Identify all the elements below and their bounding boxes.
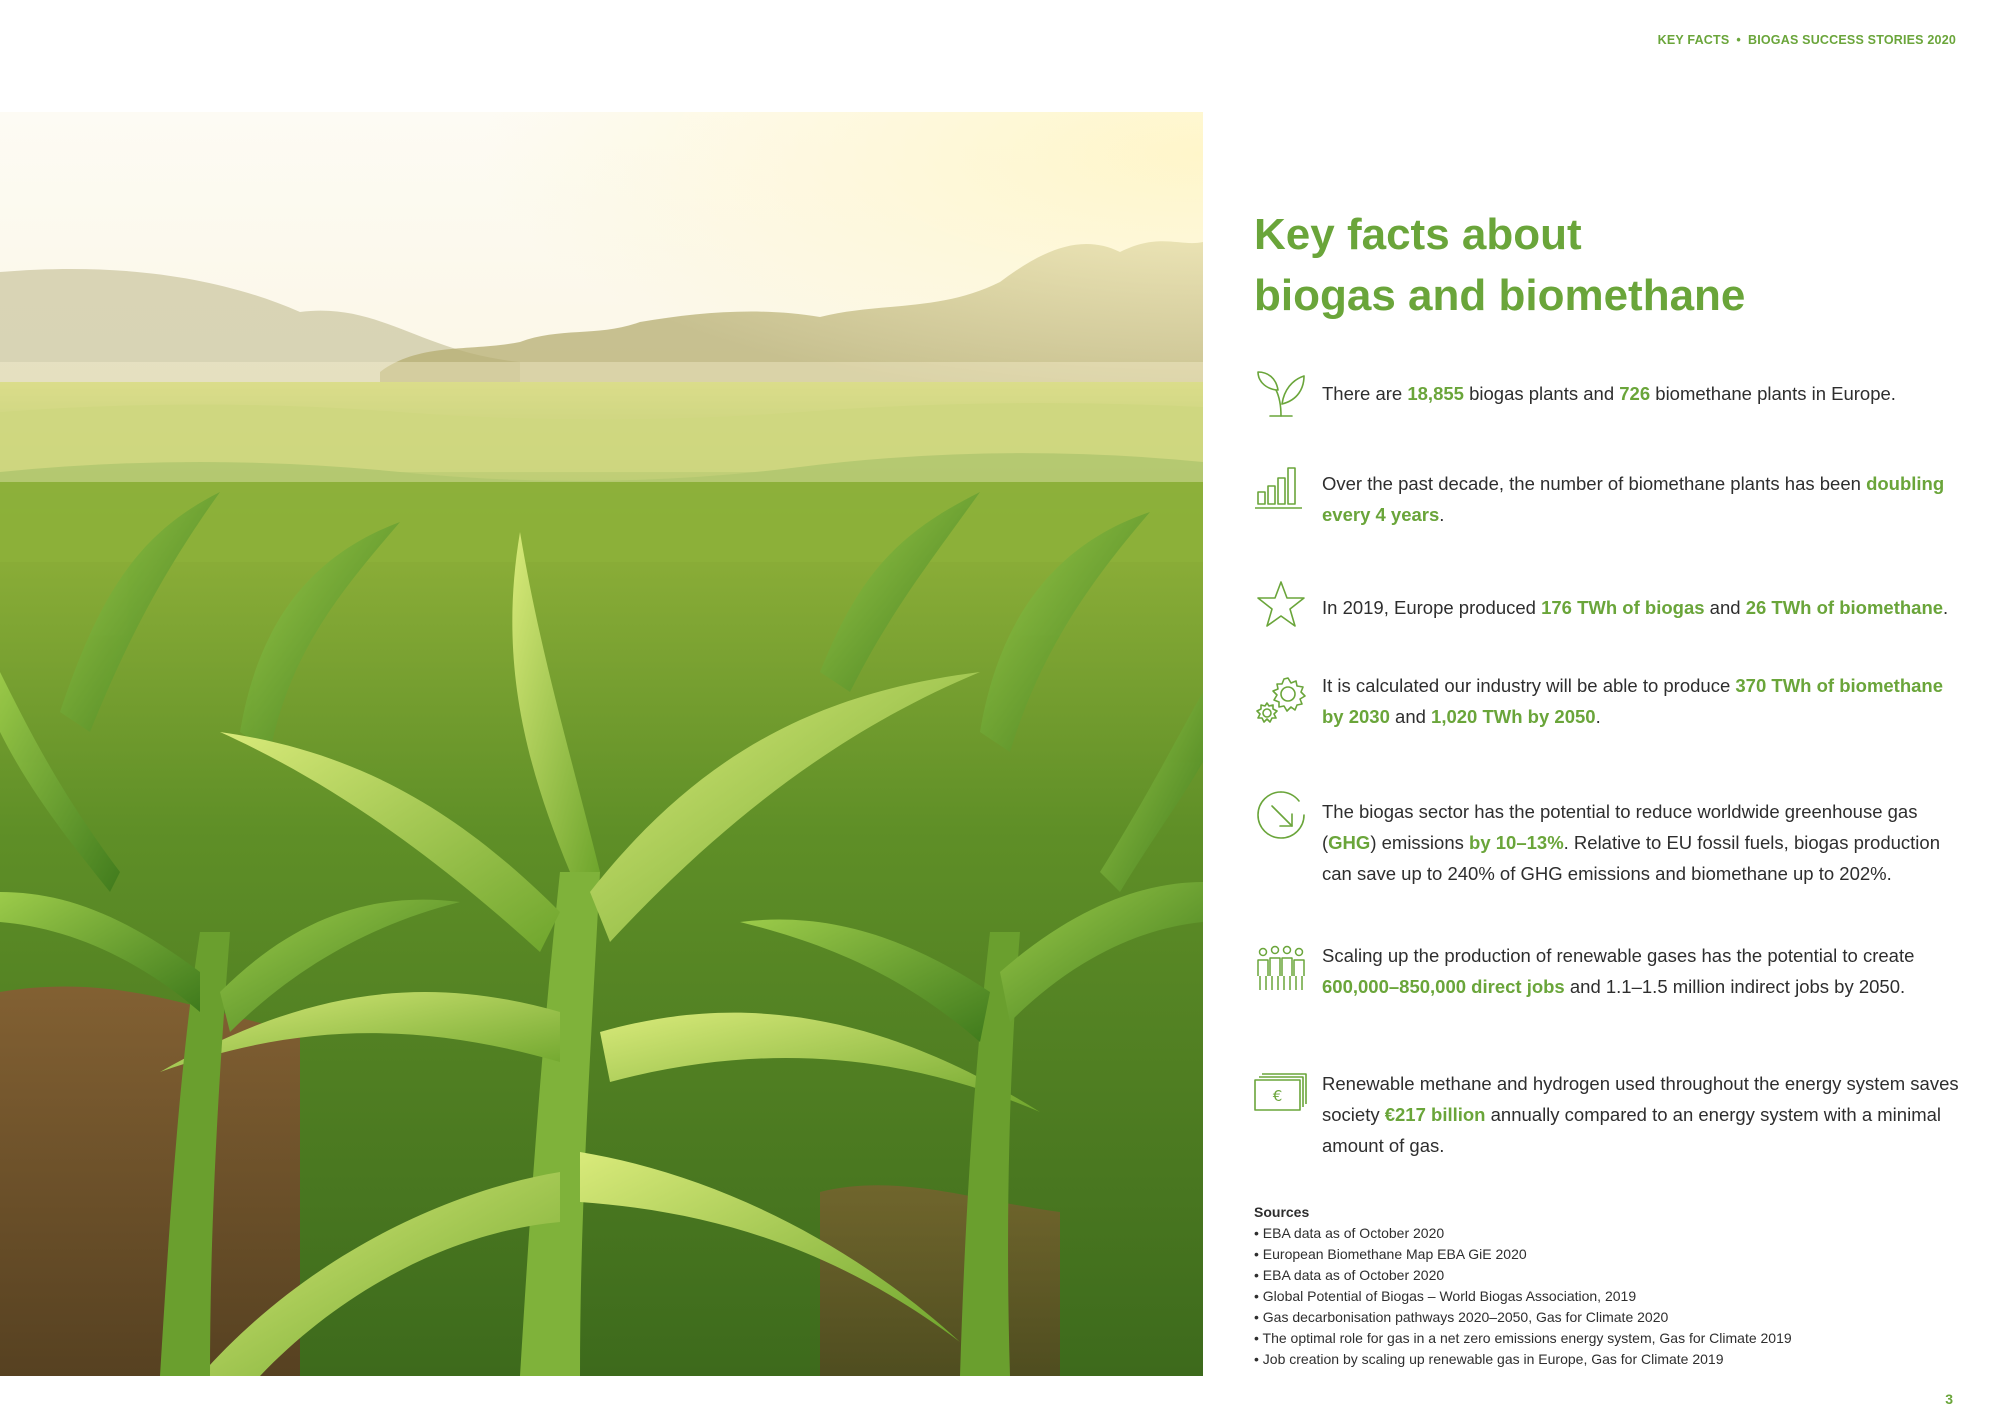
- fact-text: [1322, 796, 1962, 889]
- source-item: • European Biomethane Map EBA GiE 2020: [1254, 1244, 1954, 1265]
- page-title-line-1: Key facts about: [1254, 210, 1582, 259]
- sources-block: [1254, 1202, 1954, 1370]
- fact-highlight: 1,020 TWh by 2050: [1431, 706, 1596, 727]
- fact-highlight: 600,000–850,000 direct jobs: [1322, 976, 1565, 997]
- fact-text-part: There are: [1322, 383, 1408, 404]
- fact-highlight: 370 TWh of biomethane by 2030: [1322, 675, 1944, 727]
- fact-highlight: €217 billion: [1384, 1104, 1486, 1125]
- corn-field-photo: [0, 112, 1203, 1376]
- source-item: • The optimal role for gas in a net zero emissions energy system, Gas for Climate 2019: [1254, 1328, 1954, 1349]
- gears-icon: [1254, 674, 1308, 728]
- fact-text-part: .: [1595, 706, 1601, 727]
- fact-highlight: 176 TWh of biogas: [1541, 597, 1705, 618]
- fact-text-part: biomethane plants in Europe.: [1650, 383, 1896, 404]
- fact-text-part: . Relative to EU fossil fuels, biogas production can save up to 240% of GHG emissions and biomethane up to 202%.: [1322, 832, 1940, 884]
- source-item: • Global Potential of Biogas – World Biogas Association, 2019: [1254, 1286, 1954, 1307]
- fact-text: [1322, 670, 1962, 732]
- fact-text-part: The biogas sector has the potential to reduce worldwide greenhouse gas (: [1322, 801, 1918, 853]
- fact-highlight: GHG: [1328, 832, 1371, 853]
- source-item: • EBA data as of October 2020: [1254, 1223, 1954, 1244]
- fact-text-part: Scaling up the production of renewable gases has the potential to create: [1322, 945, 1915, 966]
- sources-heading: Sources: [1254, 1204, 1310, 1220]
- fact-text-part: annually compared to an energy system with a minimal amount of gas.: [1322, 1104, 1942, 1156]
- corn-field-illustration: [0, 112, 1203, 1376]
- reduction-arrow-icon: [1254, 788, 1308, 842]
- fact-text: [1322, 592, 1962, 623]
- people-icon: [1254, 942, 1308, 996]
- running-header: [1658, 33, 1956, 47]
- sources-list: [1254, 1223, 1954, 1370]
- fact-text-part: and: [1704, 597, 1746, 618]
- fact-text-part: .: [1943, 597, 1949, 618]
- source-item: • EBA data as of October 2020: [1254, 1265, 1954, 1286]
- star-icon: [1254, 578, 1308, 632]
- fact-text-part: biogas plants and: [1463, 383, 1620, 404]
- fact-text-part: In 2019, Europe produced: [1322, 597, 1542, 618]
- fact-highlight: doubling every 4 years: [1322, 473, 1945, 525]
- fact-text-part: and: [1389, 706, 1432, 727]
- source-item: • Job creation by scaling up renewable gas in Europe, Gas for Climate 2019: [1254, 1349, 1954, 1370]
- fact-highlight: 18,855: [1407, 383, 1464, 404]
- fact-text: [1322, 468, 1962, 530]
- svg-text:€: €: [1272, 1087, 1283, 1105]
- fact-highlight: by 10–13%: [1469, 832, 1564, 853]
- header-separator: •: [1736, 33, 1741, 47]
- leaf-icon: [1254, 368, 1308, 422]
- fact-text-part: and 1.1–1.5 million indirect jobs by 2050.: [1564, 976, 1906, 997]
- bar-chart-icon: [1254, 458, 1308, 512]
- fact-highlight: 726: [1619, 383, 1651, 404]
- fact-highlight: 26 TWh of biomethane: [1745, 597, 1944, 618]
- fact-text-part: Over the past decade, the number of biomethane plants has been: [1322, 473, 1867, 494]
- fact-text: [1322, 940, 1962, 1002]
- fact-text-part: .: [1439, 504, 1445, 525]
- page-number: 3: [1945, 1391, 1953, 1407]
- fact-text: [1322, 378, 1962, 409]
- fact-text-part: Renewable methane and hydrogen used throughout the energy system saves society: [1322, 1073, 1959, 1125]
- header-section: KEY FACTS: [1657, 33, 1730, 47]
- page-title: [1254, 204, 1745, 326]
- fact-text-part: ) emissions: [1370, 832, 1470, 853]
- fact-text: [1322, 1068, 1962, 1161]
- page-title-line-2: biogas and biomethane: [1254, 271, 1746, 320]
- euro-banknote-icon: [1254, 1066, 1308, 1120]
- header-publication: BIOGAS SUCCESS STORIES 2020: [1747, 33, 1956, 47]
- source-item: • Gas decarbonisation pathways 2020–2050, Gas for Climate 2020: [1254, 1307, 1954, 1328]
- fact-text-part: It is calculated our industry will be able to produce: [1322, 675, 1736, 696]
